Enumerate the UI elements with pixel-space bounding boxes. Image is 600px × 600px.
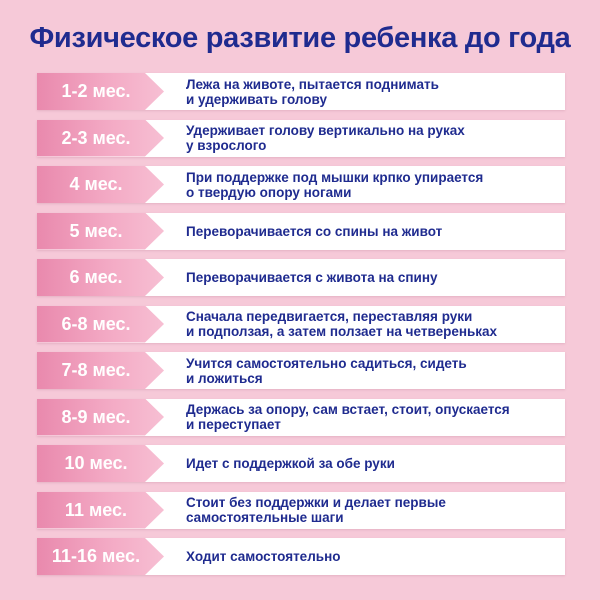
milestone-row bbox=[37, 259, 565, 296]
milestone-row bbox=[37, 120, 565, 157]
milestone-row bbox=[37, 538, 565, 575]
milestone-description: Лежа на животе, пытается поднимать и удерживать голову bbox=[186, 76, 439, 107]
milestone-description: Удерживает голову вертикально на руках у взрослого bbox=[186, 123, 465, 153]
period-label: 10 мес. bbox=[64, 453, 128, 473]
milestone-row bbox=[37, 445, 565, 482]
milestone-row bbox=[37, 73, 565, 110]
period-label: 5 мес. bbox=[69, 220, 123, 241]
period-label: 2-3 мес. bbox=[61, 127, 131, 148]
milestone-row bbox=[37, 399, 565, 436]
period-label: 7-8 мес. bbox=[61, 360, 131, 380]
milestone-row bbox=[37, 352, 565, 389]
milestone-description: Ходит самостоятельно bbox=[186, 549, 341, 564]
milestone-description: Сначала передвигается, переставляя руки и подползая, а затем ползает на четвереньках bbox=[186, 309, 498, 339]
page-title: Физическое развитие ребенка до года bbox=[29, 22, 571, 54]
milestone-list bbox=[37, 73, 565, 585]
period-label: 6-8 мес. bbox=[61, 313, 131, 334]
milestone-description: Стоит без поддержки и делает первые самостоятельные шаги bbox=[186, 495, 446, 525]
period-label: 11 мес. bbox=[64, 499, 128, 520]
milestone-description: При поддержке под мышки крпко упирается о твердую опору ногами bbox=[186, 169, 484, 200]
period-label: 11-16 мес. bbox=[51, 546, 141, 566]
milestone-row bbox=[37, 166, 565, 203]
period-label: 8-9 мес. bbox=[61, 406, 131, 427]
period-label: 4 мес. bbox=[69, 174, 123, 194]
milestone-description: Переворачивается с живота на спину bbox=[186, 270, 438, 285]
milestone-row bbox=[37, 492, 565, 529]
milestone-description: Идет с поддержкой за обе руки bbox=[186, 456, 395, 471]
milestone-description: Переворачивается со спины на живот bbox=[186, 223, 443, 239]
milestone-row bbox=[37, 306, 565, 343]
milestone-description: Учится самостоятельно садиться, сидеть и ложиться bbox=[186, 355, 467, 386]
milestone-row bbox=[37, 213, 565, 250]
period-label: 1-2 мес. bbox=[61, 81, 131, 101]
milestone-description: Держась за опору, сам встает, стоит, опускается и переступает bbox=[186, 402, 510, 432]
period-label: 6 мес. bbox=[69, 267, 123, 287]
